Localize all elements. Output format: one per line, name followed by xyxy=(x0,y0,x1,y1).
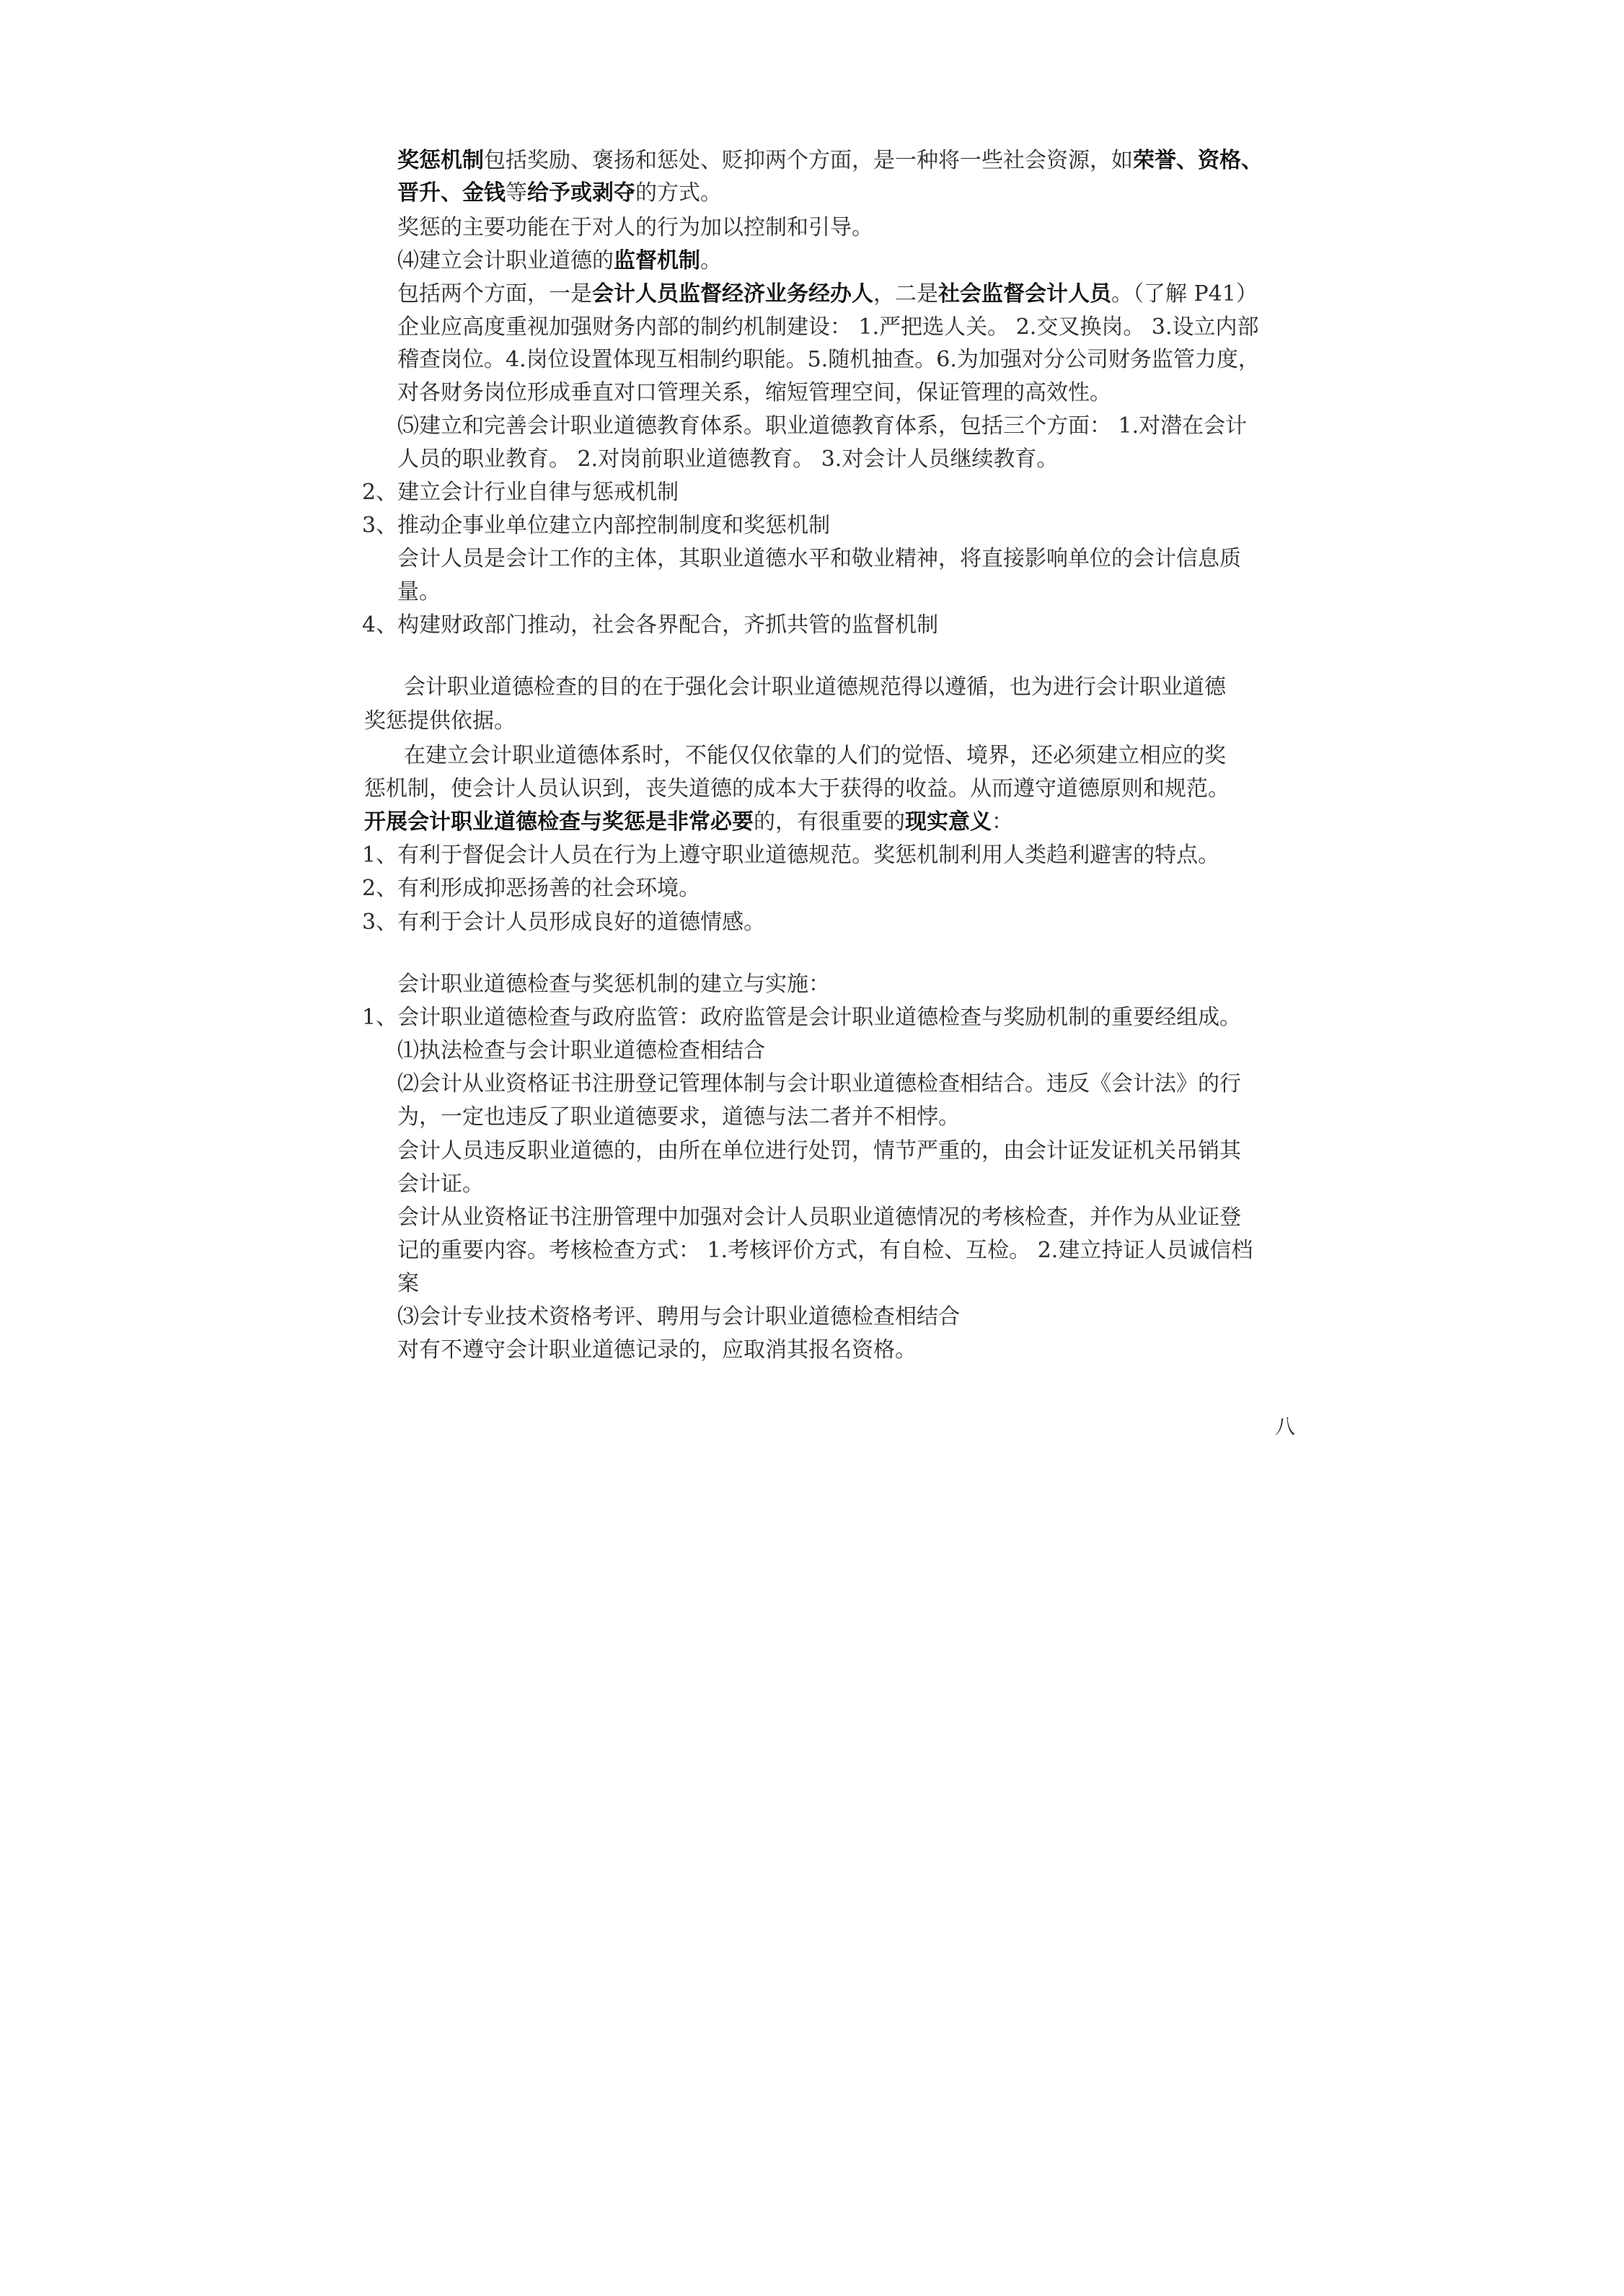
text-segment: 稽查岗位。4.岗位设置体现互相制约职能。5.随机抽查。6.为加强对分公司财务监管力度， xyxy=(397,347,1260,372)
text-segment: 人员的职业教育。 2.对岗前职业道德教育。 3.对会计人员继续教育。 xyxy=(397,447,1059,472)
text-segment: 会计证。 xyxy=(397,1171,484,1197)
text-segment: 会计人员违反职业道德的，由所在单位进行处罚，情节严重的，由会计证发证机关吊销其 xyxy=(397,1138,1241,1164)
text-line xyxy=(364,808,1013,837)
text-segment: ⑷建立会计职业道德的 xyxy=(397,248,614,273)
text-line xyxy=(397,1236,1253,1265)
text-segment: 的方式。 xyxy=(635,180,722,206)
text-segment: 企业应高度重视加强财务内部的制约机制建设： 1.严把选人关。 2.交叉换岗。 3.设立内部 xyxy=(397,315,1259,340)
bold-text: 给予或剥夺 xyxy=(527,180,635,206)
text-line xyxy=(397,1303,960,1332)
text-line xyxy=(362,874,700,903)
text-segment: 等 xyxy=(506,180,527,206)
text-segment: 2、建立会计行业自律与惩戒机制 xyxy=(362,480,679,505)
text-segment: 包括两个方面，一是 xyxy=(397,281,592,307)
text-line xyxy=(397,445,1058,474)
text-segment: 奖惩的主要功能在于对人的行为加以控制和引导。 xyxy=(397,215,873,240)
text-line xyxy=(397,1103,960,1132)
text-line xyxy=(404,673,1226,702)
text-line xyxy=(397,247,722,276)
text-segment: ⑸建立和完善会计职业道德教育体系。职业道德教育体系，包括三个方面： 1.对潜在会计 xyxy=(397,413,1248,439)
bold-text: 开展会计职业道德检查与奖惩是非常必要 xyxy=(364,809,754,835)
text-line xyxy=(362,1003,1241,1032)
text-segment: 为，一定也违反了职业道德要求，道德与法二者并不相悖。 xyxy=(397,1104,960,1130)
text-segment: 。（了解 P41） xyxy=(1111,281,1258,307)
text-segment: ： xyxy=(992,809,1013,835)
bold-text: 会计人员监督经济业务经办人 xyxy=(592,281,873,307)
text-line xyxy=(397,1270,419,1298)
bold-text: 监督机制 xyxy=(614,248,700,273)
bold-text: 奖惩机制 xyxy=(397,148,484,173)
text-line xyxy=(397,970,830,999)
text-line xyxy=(397,1070,1241,1099)
text-line xyxy=(397,578,441,607)
text-segment: 1、会计职业道德检查与政府监管：政府监管是会计职业道德检查与奖励机制的重要经组成。 xyxy=(362,1005,1242,1030)
text-line xyxy=(397,214,873,242)
bold-text: 荣誉、资格、 xyxy=(1133,148,1263,173)
text-segment: 2、有利形成抑恶扬善的社会环境。 xyxy=(362,876,701,901)
text-segment: ⑴执法检查与会计职业道德检查相结合 xyxy=(397,1038,765,1063)
text-line xyxy=(397,313,1258,342)
text-line xyxy=(364,775,1230,804)
text-segment: 惩机制，使会计人员认识到，丧失道德的成本大于获得的收益。从而遵守道德原则和规范。 xyxy=(364,776,1230,801)
text-segment: ⑵会计从业资格证书注册登记管理体制与会计职业道德检查相结合。违反《会计法》的行 xyxy=(397,1071,1241,1096)
text-line xyxy=(362,841,1219,870)
text-segment: 在建立会计职业道德体系时，不能仅仅依靠的人们的觉悟、境界，还必须建立相应的奖 xyxy=(404,743,1226,768)
text-line xyxy=(397,1170,484,1199)
text-segment: ⑶会计专业技术资格考评、聘用与会计职业道德检查相结合 xyxy=(397,1304,960,1329)
text-segment: 会计职业道德检查与奖惩机制的建立与实施： xyxy=(397,972,830,997)
text-line xyxy=(362,908,765,937)
bold-text: 社会监督会计人员 xyxy=(938,281,1111,307)
text-segment: 3、有利于会计人员形成良好的道德情感。 xyxy=(362,910,766,935)
text-segment: 会计从业资格证书注册管理中加强对会计人员职业道德情况的考核检查，并作为从业证登 xyxy=(397,1205,1241,1230)
text-line xyxy=(397,146,1263,175)
text-line xyxy=(397,346,1260,374)
text-line xyxy=(362,478,679,507)
text-segment: 记的重要内容。考核检查方式： 1.考核评价方式，有自检、互检。 2.建立持证人员诚信档 xyxy=(397,1238,1253,1263)
text-line xyxy=(397,1137,1241,1166)
text-line xyxy=(397,1037,765,1065)
text-segment: 对各财务岗位形成垂直对口管理关系，缩短管理空间，保证管理的高效性。 xyxy=(397,380,1111,405)
text-line xyxy=(362,511,830,540)
page-number: 八 xyxy=(1275,1415,1296,1438)
text-line xyxy=(397,379,1111,408)
text-segment: 3、推动企事业单位建立内部控制制度和奖惩机制 xyxy=(362,513,831,538)
text-segment: 量。 xyxy=(397,579,441,604)
text-segment: 。 xyxy=(700,248,722,273)
text-line xyxy=(397,179,722,208)
text-segment: 1、有利于督促会计人员在行为上遵守职业道德规范。奖惩机制利用人类趋利避害的特点。 xyxy=(362,843,1220,868)
text-segment: 包括奖励、褒扬和惩处、贬抑两个方面，是一种将一些社会资源，如 xyxy=(484,148,1133,173)
text-line xyxy=(397,1203,1241,1232)
text-segment: 的，有很重要的 xyxy=(754,809,905,835)
text-segment: 会计职业道德检查的目的在于强化会计职业道德规范得以遵循，也为进行会计职业道德 xyxy=(404,674,1226,700)
text-line xyxy=(362,611,938,640)
text-line xyxy=(397,1336,917,1365)
text-line xyxy=(397,280,1258,309)
text-line xyxy=(397,412,1247,441)
text-segment: 奖惩提供依据。 xyxy=(364,708,516,734)
text-segment: 案 xyxy=(397,1271,419,1296)
text-segment: ，二是 xyxy=(873,281,938,307)
text-line xyxy=(397,545,1241,573)
bold-text: 晋升、金钱 xyxy=(397,180,506,206)
text-line xyxy=(404,742,1226,770)
text-segment: 对有不遵守会计职业道德记录的，应取消其报名资格。 xyxy=(397,1337,917,1363)
text-segment: 会计人员是会计工作的主体，其职业道德水平和敬业精神，将直接影响单位的会计信息质 xyxy=(397,546,1241,571)
text-segment: 4、构建财政部门推动，社会各界配合，齐抓共管的监督机制 xyxy=(362,612,939,638)
text-line xyxy=(364,707,516,736)
bold-text: 现实意义 xyxy=(905,809,992,835)
